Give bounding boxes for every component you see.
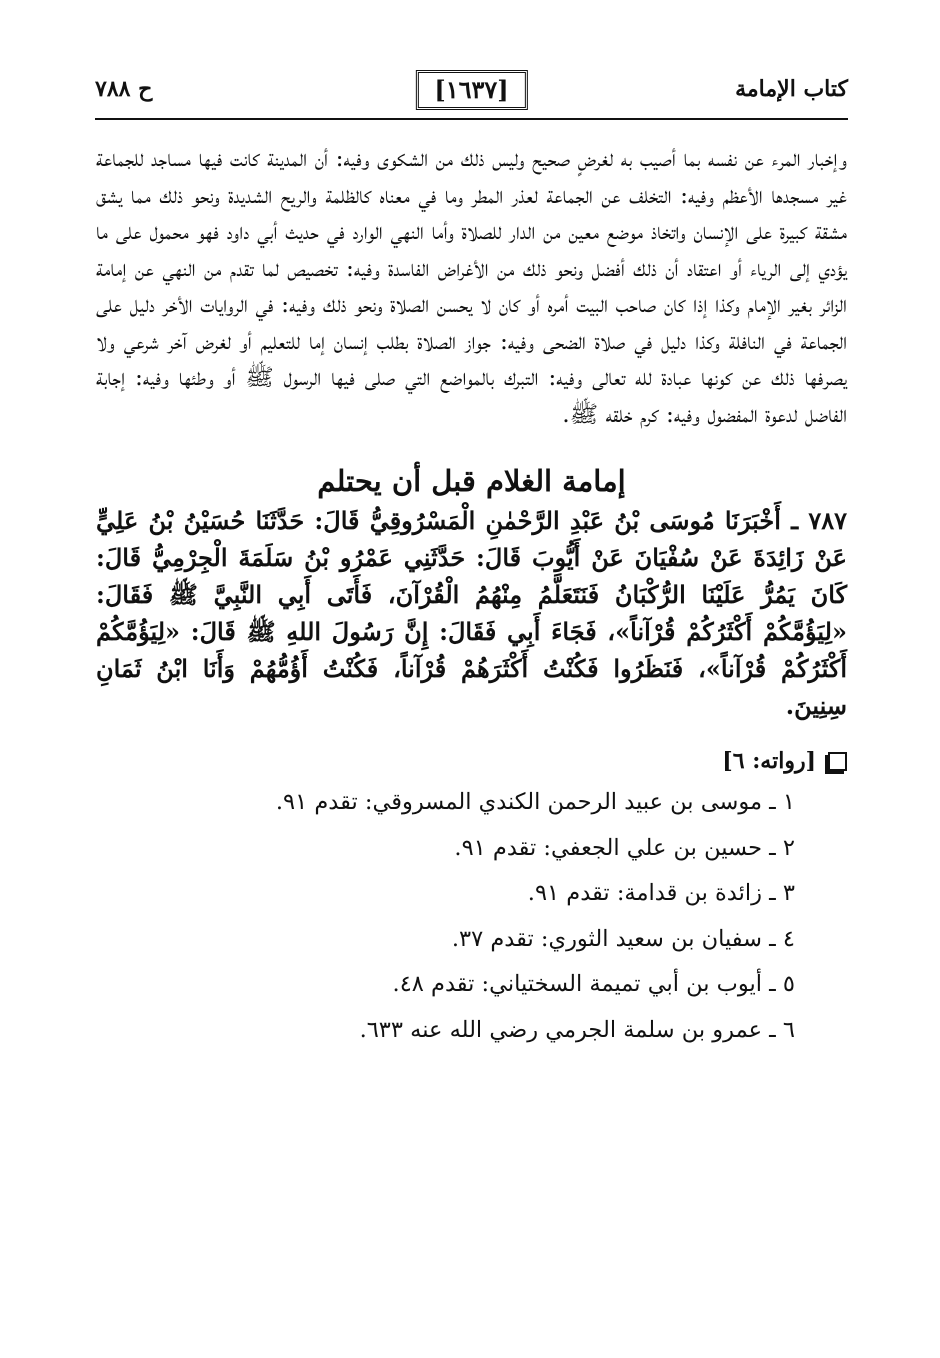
page-header [95,70,848,116]
narrator-item: ٤ ـ سفيان بن سعيد الثوري: تقدم ٣٧. [451,925,795,952]
narrator-item: ٥ ـ أيوب بن أبي تميمة السختياني: تقدم ٤٨. [392,971,795,997]
book-title: كتاب الإمامة [735,76,848,102]
hadith-text: أَخْبَرَنَا مُوسَى بْنُ عَبْدِ الرَّحْمٰنِ الْمَسْرُوقِيُّ قَالَ: حَدَّثَنَا حُسَيْنُ بْنُ عَلِيٍّ عَنْ زَائِدَةَ عَنْ سُفْيَانَ عَنْ أَيُّوبَ قَالَ: حَدَّثَنِي عَمْرُو بْنُ سَلَمَةَ الْجِرْمِيُّ قَالَ: كَانَ يَمُرُّ عَلَيْنَا الرُّكْبَانُ فَنَتَعَلَّمُ مِنْهُمُ الْقُرْآنَ، فَأَتَى أَبِي النَّبِيَّ ﷺ فَقَالَ: «لِيَؤُمَّكُمْ أَكْثَرُكُمْ قُرْآناً»، فَجَاءَ أَبِي فَقَالَ: إِنَّ رَسُولَ اللهِ ﷺ قَالَ: «لِيَؤُمَّكُمْ أَكْثَرُكُمْ قُرْآناً»، فَنَظَرُوا فَكُنْتُ أَكْثَرَهُمْ قُرْآناً، فَكُنْتُ أَؤُمُّهُمْ وَأَنَا ابْنُ ثَمَانِ سِنِينَ. [96,506,848,720]
hadith-text-block [96,502,847,724]
page-number: [١٦٣٧] [415,70,527,110]
narrators-heading-row [96,748,847,774]
page-body [96,140,847,1053]
section-title: إمامة الغلام قبل أن يحتلم [317,464,626,498]
narrator-item: ٦ ـ عمرو بن سلمة الجرمي رضي الله عنه ٦٣٣. [359,1016,795,1043]
narrator-item: ١ ـ موسى بن عبيد الرحمن الكندي المسروقي: تقدم ٩١. [275,789,795,815]
narrators-heading: [رواته: ٦] [722,748,816,774]
hadith-number: ٧٨٧ ـ [791,506,848,535]
narrator-item: ٣ ـ زائدة بن قدامة: تقدم ٩١. [527,880,795,906]
commentary-paragraph: وإخبار المرء عن نفسه بما أصيب به لغرضٍ صحيح وليس ذلك من الشكوى وفيه: أن المدينة كانت فيها مساجد للجماعة غير مسجدها الأعظم وفيه: التخلف عن الجماعة لعذر المطر وما في معناه كالظلمة والريح الشديدة ونحو ذلك مما يشق مشقة كبيرة على الإنسان واتخاذ موضع معين من الدار للصلاة وأما النهي الوارد في حديث أبي داود فهو محمول على ما يؤدي إلى الرياء أو اعتقاد أن ذلك أفضل ونحو ذلك من الأغراض الفاسدة وفيه: تخصيص لما تقدم من النهي عن إمامة الزائر بغير الإمام وكذا إذا كان صاحب البيت أمره أو كان لا يحسن الصلاة ونحو ذلك وفيه: في الروايات الأخر دليل على الجماعة في النافلة وكذا دليل في صلاة الضحى وفيه: جواز الصلاة بطلب إنسان إما للتعليم أو لغرض آخر شرعي ولا يصرفها ذلك عن كونها عبادة لله تعالى وفيه: التبرك بالمواضع التي صلى فيها الرسول ﷺ أو وطئها وفيه: إجابة الفاضل لدعوة المفضول وفيه: كرم خلقه ﷺ. [96,144,847,428]
header-divider [95,118,848,120]
checkbox-square-icon [828,752,847,771]
hadith-reference: ح ٧٨٨ [95,76,153,102]
narrators-list [96,780,847,1053]
narrator-item: ٢ ـ حسين بن علي الجعفي: تقدم ٩١. [454,834,795,861]
